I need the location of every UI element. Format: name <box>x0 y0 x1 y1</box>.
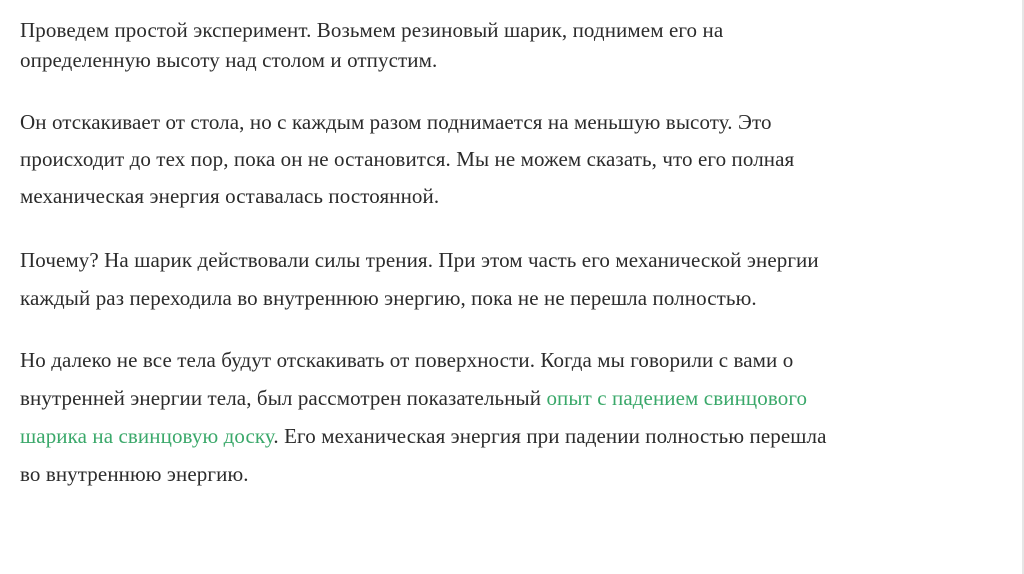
paragraph-2-line-2: происходит до тех пор, пока он не остановится. Мы не можем сказать, что его полная <box>20 147 795 171</box>
paragraph-3-line-1: Почему? На шарик действовали силы трения. При этом часть его механической энергии <box>20 248 819 272</box>
paragraph-4-line-4: во внутреннюю энергию. <box>20 462 249 486</box>
paragraph-1-line-2: определенную высоту над столом и отпустим. <box>20 48 438 72</box>
paragraph-ball-bounce <box>20 104 794 215</box>
paragraph-4-line-2-text: внутренней энергии тела, был рассмотрен показательный <box>20 386 547 410</box>
lead-ball-experiment-link-part-1[interactable]: опыт с падением свинцового <box>546 386 808 410</box>
paragraph-2-line-3: механическая энергия оставалась постоянной. <box>20 184 440 208</box>
paragraph-experiment-intro <box>20 15 723 75</box>
paragraph-2-line-1: Он отскакивает от стола, но с каждым разом поднимается на меньшую высоту. Это <box>20 110 772 134</box>
paragraph-lead-ball-experiment <box>20 341 827 493</box>
lead-ball-experiment-link-part-2[interactable]: шарика на свинцовую доску <box>20 424 274 448</box>
paragraph-4-line-1: Но далеко не все тела будут отскакивать от поверхности. Когда мы говорили с вами о <box>20 348 794 372</box>
paragraph-friction-explanation <box>20 241 819 317</box>
paragraph-4-line-3-rest: . Его механическая энергия при падении полностью перешла <box>273 424 827 448</box>
paragraph-3-line-2: каждый раз переходила во внутреннюю энергию, пока не не перешла полностью. <box>20 286 757 310</box>
paragraph-1-line-1: Проведем простой эксперимент. Возьмем резиновый шарик, поднимем его на <box>20 18 724 42</box>
